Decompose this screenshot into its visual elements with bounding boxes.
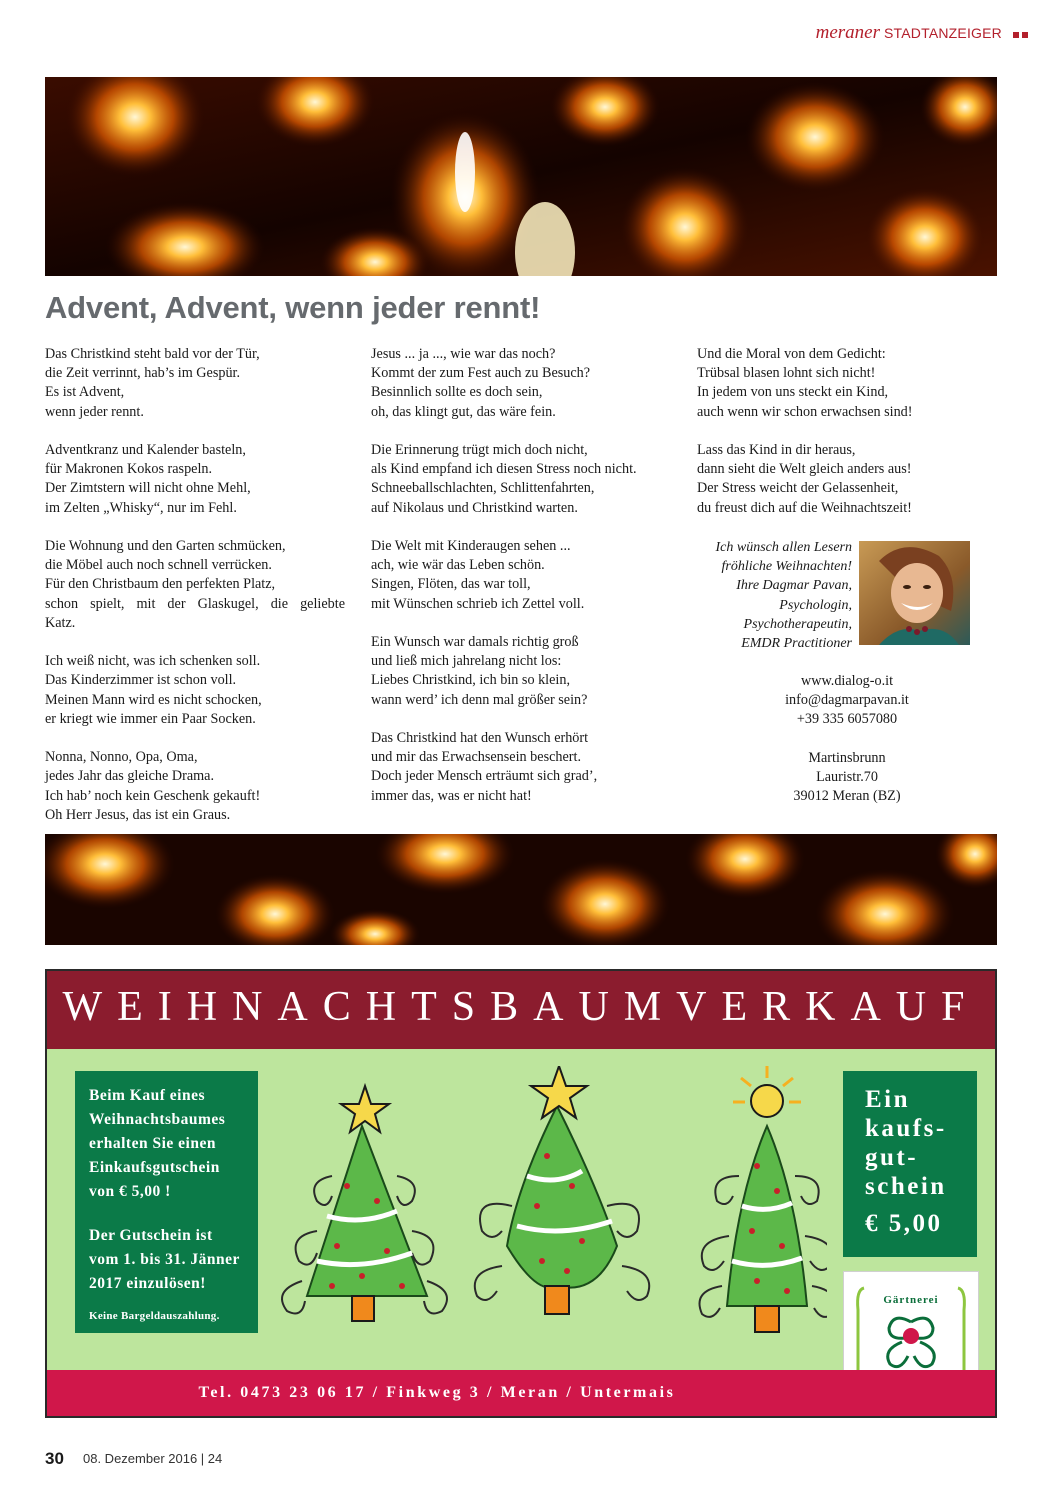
poem-line: er kriegt wie immer ein Paar Socken. <box>45 710 256 727</box>
poem-line: Schneeballschlachten, Schlittenfahrten, <box>371 480 595 497</box>
stanza <box>45 537 345 633</box>
poem-line: oh, das klingt gut, das wäre fein. <box>371 403 556 420</box>
stanza <box>371 345 681 422</box>
greeting-line: fröhliche Weihnachten! <box>721 559 852 575</box>
poem-line: ach, wie wär das Leben schön. <box>371 557 545 574</box>
greeting-line: Ich wünsch allen Lesern <box>715 540 852 555</box>
stanza <box>45 652 345 729</box>
voucher-line: gut- <box>865 1144 919 1171</box>
poem-line: Nonna, Nonno, Opa, Oma, <box>45 749 198 766</box>
poem-line: Das Kinderzimmer ist schon voll. <box>45 672 237 689</box>
poem-line: Der Stress weicht der Gelassenheit, <box>697 480 899 497</box>
greeting-line: Ihre Dagmar Pavan, <box>736 578 852 594</box>
poem-line: immer das, was er nicht hat! <box>371 787 532 804</box>
offer-note: Keine Bargeldauszahlung. <box>89 1310 220 1322</box>
poem-line: Und die Moral von dem Gedicht: <box>697 346 886 362</box>
stanza <box>697 345 997 422</box>
poem-line: schon spielt, mit der Glaskugel, die geliebte <box>45 595 345 612</box>
poem-line: Liebes Christkind, ich bin so klein, <box>371 672 570 689</box>
poem-line: Besinnlich sollte es doch sein, <box>371 384 543 401</box>
poem-line: wenn jeder rennt. <box>45 403 144 420</box>
stanza <box>45 345 345 422</box>
poem-line: du freust dich auf die Weihnachtszeit! <box>697 499 912 516</box>
greeting-line: Psychotherapeutin, <box>743 616 852 632</box>
stanza <box>371 537 681 614</box>
poem-line: Die Welt mit Kinderaugen sehen ... <box>371 538 571 554</box>
candle-banner-bottom <box>45 834 997 945</box>
candle-light-image <box>45 77 997 276</box>
poem-line: Ich weiß nicht, was ich schenken soll. <box>45 653 261 670</box>
author-portrait <box>859 541 970 645</box>
poem-line: Ich hab’ noch kein Geschenk gekauft! <box>45 787 261 804</box>
author-greeting <box>682 538 852 653</box>
voucher-box <box>843 1071 977 1257</box>
stanza <box>45 441 345 518</box>
poem-line: auf Nikolaus und Christkind warten. <box>371 499 578 516</box>
ad-contact-line: Tel. 0473 23 06 17 / Finkweg 3 / Meran / Untermais <box>198 1384 676 1401</box>
poem-line: mit Wünschen schrieb ich Zettel voll. <box>371 595 585 612</box>
stanza <box>697 441 997 518</box>
poem-line: Ein Wunsch war damals richtig groß <box>371 634 579 650</box>
stanza <box>371 633 681 710</box>
poem-line: Der Zimtstern will nicht ohne Mehl, <box>45 480 251 497</box>
validity-line: 2017 einzulösen! <box>89 1275 206 1292</box>
stanza <box>371 729 681 806</box>
poem-line: Die Wohnung und den Garten schmücken, <box>45 538 286 554</box>
validity-line: vom 1. bis 31. Jänner <box>89 1251 240 1268</box>
poem-line: Es ist Advent, <box>45 384 125 401</box>
poem-line: Adventkranz und Kalender basteln, <box>45 442 246 458</box>
ad-title: WEIHNACHTSBAUMVERKAUF <box>62 984 980 1030</box>
poem-line: Doch jeder Mensch erträumt sich grad’, <box>371 768 598 785</box>
poem-line: dann sieht die Welt gleich anders aus! <box>697 461 912 478</box>
poem-line: auch wenn wir schon erwachsen sind! <box>697 403 913 420</box>
poem-column-1 <box>45 345 345 844</box>
tree-2 <box>475 1066 649 1314</box>
christmas-tree-sale-ad <box>45 969 997 1418</box>
poem-line: Oh Herr Jesus, das ist ein Graus. <box>45 806 231 823</box>
offer-line: von € 5,00 ! <box>89 1183 171 1200</box>
validity-line: Der Gutschein ist <box>89 1227 213 1244</box>
poem-line: Die Erinnerung trügt mich doch nicht, <box>371 442 588 458</box>
poem-line: und mir das Erwachsensein beschert. <box>371 749 581 766</box>
christmas-trees-illustration <box>277 1066 827 1356</box>
tree-1 <box>282 1086 447 1321</box>
website-link[interactable]: www.dialog-o.it <box>800 673 894 689</box>
poem-line: Meinen Mann wird es nicht schocken, <box>45 691 262 708</box>
offer-line: Weihnachtsbaumes <box>89 1111 226 1128</box>
poem-line: wann werd’ ich denn mal größer sein? <box>371 691 588 708</box>
candle-light-image <box>45 834 997 945</box>
offer-line: erhalten Sie einen <box>89 1135 216 1152</box>
offer-line: Einkaufsgutschein <box>89 1159 220 1176</box>
poem-line: In jedem von uns steckt ein Kind, <box>697 384 889 401</box>
poem-line: als Kind empfand ich diesen Stress noch nicht. <box>371 461 637 478</box>
poem-line: Das Christkind hat den Wunsch erhört <box>371 730 589 746</box>
offer-box <box>75 1071 258 1333</box>
tree-3 <box>700 1066 828 1332</box>
poem-line: Jesus ... ja ..., wie war das noch? <box>371 346 556 362</box>
voucher-line: schein <box>865 1173 947 1200</box>
voucher-amount: € 5,00 <box>865 1210 943 1237</box>
address-city: 39012 Meran (BZ) <box>793 788 901 805</box>
poem-line: jedes Jahr das gleiche Drama. <box>45 768 214 785</box>
poem-column-2 <box>371 345 681 825</box>
poem-line: die Möbel auch noch schnell verrücken. <box>45 557 272 574</box>
poem-line: und ließ mich jahrelang nicht los: <box>371 653 562 670</box>
poem-line: Trübsal blasen lohnt sich nicht! <box>697 365 876 382</box>
page-number: 30 <box>45 1449 64 1468</box>
greeting-line: EMDR Practitioner <box>741 636 852 652</box>
address-place: Martinsbrunn <box>808 749 886 766</box>
masthead-section: STADTANZEIGER <box>884 25 1002 41</box>
greeting-line: Psychologin, <box>779 597 852 613</box>
email-link[interactable]: info@dagmarpavan.it <box>785 692 909 709</box>
masthead <box>816 22 1028 44</box>
stanza <box>45 748 345 825</box>
poem-line: Für den Christbaum den perfekten Platz, <box>45 576 276 593</box>
issue-date: 08. Dezember 2016 | 24 <box>83 1451 223 1466</box>
masthead-brand: meraner <box>815 22 881 43</box>
poem-line: für Makronen Kokos raspeln. <box>45 461 213 478</box>
masthead-dots <box>1010 26 1028 43</box>
poem-line: Katz. <box>45 614 76 631</box>
poem-column-3 <box>697 345 997 537</box>
voucher-line: kaufs- <box>865 1115 947 1142</box>
poem-line: Lass das Kind in dir heraus, <box>697 442 856 458</box>
voucher-line: Ein <box>865 1086 911 1113</box>
logo-text-top: Gärtnerei <box>883 1294 939 1306</box>
poem-line: die Zeit verrinnt, hab’s im Gespür. <box>45 365 241 382</box>
poem-line: im Zelten „Whisky“, nur im Fehl. <box>45 499 237 516</box>
poem-line: Das Christkind steht bald vor der Tür, <box>45 346 260 362</box>
poem-line: Singen, Flöten, das war toll, <box>371 576 531 593</box>
phone-number: +39 335 6057080 <box>796 711 898 728</box>
candle-banner-top <box>45 77 997 276</box>
poem-line: Kommt der zum Fest auch zu Besuch? <box>371 365 591 382</box>
offer-line: Beim Kauf eines <box>89 1087 205 1104</box>
contact-block <box>697 672 997 806</box>
article-headline: Advent, Advent, wenn jeder rennt! <box>45 290 541 325</box>
stanza <box>371 441 681 518</box>
address-street: Lauristr.70 <box>816 769 878 785</box>
